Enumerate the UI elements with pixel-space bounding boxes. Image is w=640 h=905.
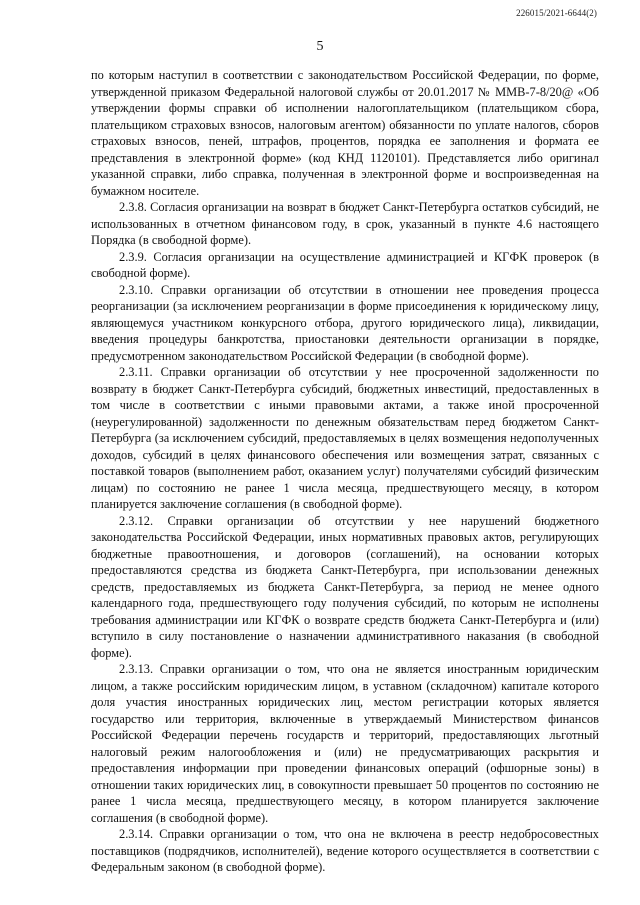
paragraph-2-3-11: 2.3.11. Справки организации об отсутствии у нее просроченной задолженности по возврату в бюджет Санкт-Петербурга субсидий, бюджетных инвестиций, предоставленных в том числе в соответствии с иными правовыми актами, а также иной просроченной (неурегулированной) задолженности по денежным обязательствам перед бюджетом Санкт-Петербурга (за исключением субсидий, предоставляемых в целях возмещения недополученных доходов, субсидий в целях финансового обеспечения или возмещения затрат, связанных с поставкой товаров (выполнением работ, оказанием услуг) получателями субсидий физическим лицам) по состоянию не ранее 1 числа месяца, предшествующего месяцу, в котором планируется заключение соглашения (в свободной форме). — [91, 365, 599, 511]
document-number: 226015/2021-6644(2) — [516, 8, 597, 18]
paragraph-continuation: по которым наступил в соответствии с законодательством Российской Федерации, по форме, утвержденной приказом Федеральной налоговой службы от 20.01.2017 № ММВ-7-8/20@ «Об утверждении формы справки об исполнении налогоплательщиком (плательщиком сбора, плательщиком страховых взносов, налоговым агентом) обязанности по уплате налогов, сборов страховых взносов, пеней, штрафов, процентов, порядка ее заполнения и формата ее представления в электронной форме» (код КНД 1120101). Представляется либо оригинал указанной справки, либо справка, полученная в электронной форме и воспроизведенная на бумажном носителе. — [91, 68, 599, 198]
page-number: 5 — [316, 39, 324, 54]
paragraph-2-3-14: 2.3.14. Справки организации о том, что она не включена в реестр недобросовестных поставщиков (подрядчиков, исполнителей), ведение которого осуществляется в соответствии с Федеральным законом (в свободной форме). — [91, 827, 599, 874]
paragraph-2-3-9: 2.3.9. Согласия организации на осуществление администрацией и КГФК проверок (в свободной форме). — [91, 249, 599, 280]
document-body — [91, 67, 599, 876]
paragraph-2-3-8: 2.3.8. Согласия организации на возврат в бюджет Санкт-Петербурга остатков субсидий, не использованных в отчетном финансовом году, в срок, указанный в пункте 4.6 настоящего Порядка (в свободной форме). — [91, 200, 599, 247]
paragraph-2-3-12: 2.3.12. Справки организации об отсутствии у нее нарушений бюджетного законодательства Российской Федерации, иных нормативных правовых актов, регулирующих бюджетные правоотношения, и договоров (соглашений), на основании которых предоставляются средства из бюджета Санкт-Петербурга, при использовании денежных средств, предоставляемых из бюджета Санкт-Петербурга, за период не менее одного календарного года, предшествующего году получения субсидий, по которым не исполнены требования администрации или КГФК о возврате средств бюджета Санкт-Петербурга и (или) вступило в силу постановление о назначении административного наказания (в свободной форме). — [91, 513, 599, 660]
paragraph-2-3-13: 2.3.13. Справки организации о том, что она не является иностранным юридическим лицом, а также российским юридическим лицом, в уставном (складочном) капитале которого доля участия иностранных юридических лиц, местом регистрации которых является государство или территория, включенные в утверждаемый Министерством финансов Российской Федерации перечень государств и территорий, предоставляющих льготный налоговый режим налогообложения и (или) не предусматривающих раскрытия и предоставления информации при проведении финансовых операций (офшорные зоны) в отношении таких юридических лиц, в совокупности превышает 50 процентов по состоянию не ранее 1 числа месяца, предшествующего месяцу, в котором планируется заключение соглашения (в свободной форме). — [91, 662, 599, 825]
paragraph-2-3-10: 2.3.10. Справки организации об отсутствии в отношении нее проведения процесса реорганизации (за исключением реорганизации в форме присоединения к юридическому лицу, являющемуся участником конкурсного отбора, другого юридического лица), ликвидации, введения процедуры банкротства, приостановки деятельности организации в порядке, предусмотренном законодательством Российской Федерации (в свободной форме). — [91, 282, 599, 363]
